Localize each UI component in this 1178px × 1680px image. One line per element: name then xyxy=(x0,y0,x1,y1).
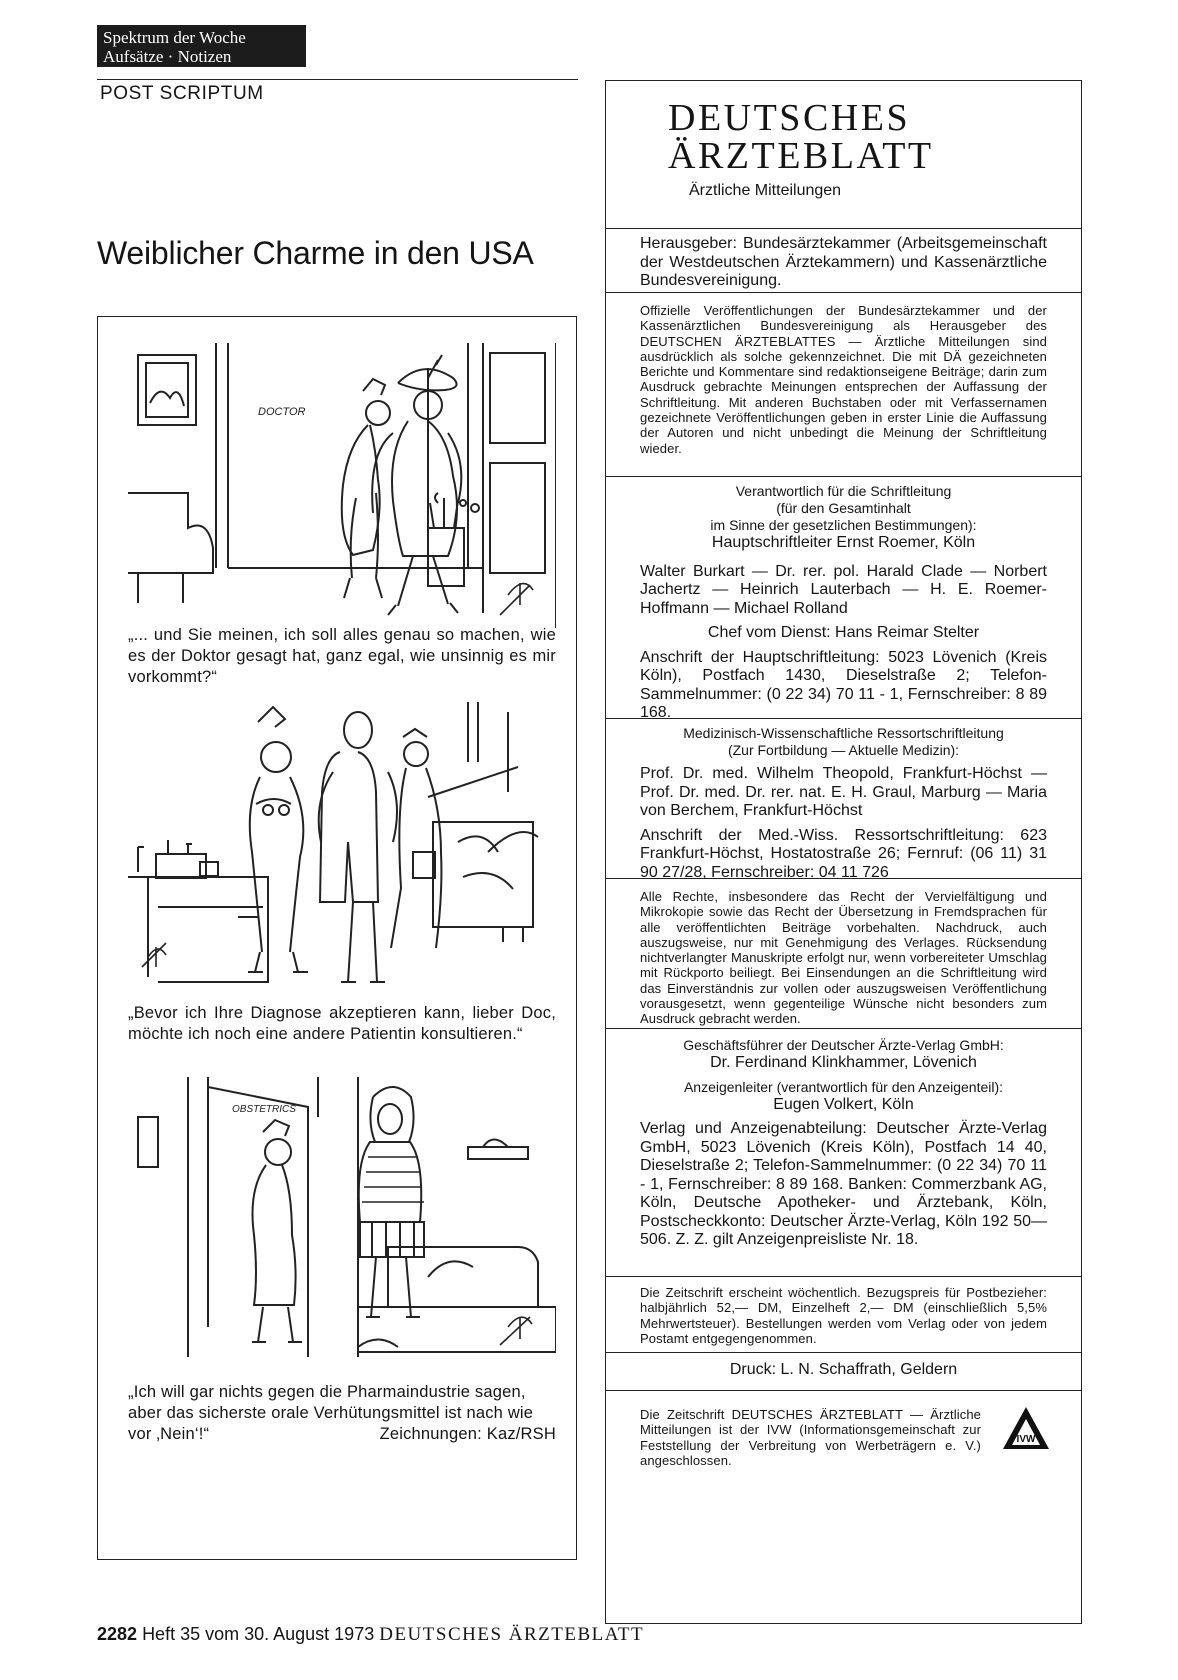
ads-label: Anzeigenleiter (verantwortlich für den Anzeigenteil): xyxy=(683,1078,1004,1095)
page-footer xyxy=(97,1624,644,1646)
masthead-title xyxy=(668,99,934,175)
editorial-resp-line3: im Sinne der gesetzlichen Bestimmungen): xyxy=(710,517,977,533)
publisher-info: Verlag und Anzeigenabteilung: Deutscher Ärzte-Verlag GmbH, 5023 Lövenich (Kreis Köln), Postfach 14 40, Dieselstraße 2; Telefon-Sammelnummer: (0 22 34) 70 11 - 1, Fernschreiber: 8 89 168. Banken: Commerzbank AG, Köln, Deutsche Apotheker- und Ärztebank, Köln, Postscheckkonto: Deutscher Ärzte-Verlag, Köln 192 50—506. Z. Z. gilt Anzeigenpreisliste Nr. 18. xyxy=(640,1120,1047,1248)
ivw-logo-text: IVW xyxy=(1016,1434,1036,1445)
official-block xyxy=(606,293,1081,477)
official-text: Offizielle Veröffentlichungen der Bundesärztekammer und der Kassenärztlichen Bundesvereinigung als Herausgeber des DEUTSCHEN ÄRZTEBLATTES — Ärztliche Mitteilungen sind ausdrücklich als solche gekennzeichnet. Die mit DÄ gezeichneten Berichte und Kommentare sind redaktionseigene Beiträge; darin zum Ausdruck gebrachte Meinungen entsprechen der Auffassung der Schriftleitung. Mit anderen Buchstaben oder mit Verfassernamen gezeichnete Veröffentlichungen geben in erster Linie die Auffassung der Autoren und nicht unbedingt die Meinung der Schriftleitung wieder. xyxy=(640,303,1047,456)
ivw-text: Die Zeitschrift DEUTSCHES ÄRZTEBLATT — Ärztliche Mitteilungen ist der IVW (Informationsgemeinschaft zur Feststellung der Verbreitung von Werbeträgern e. V.) angeschlossen. xyxy=(640,1407,981,1468)
editorial-address: Anschrift der Hauptschriftleitung: 5023 Lövenich (Kreis Köln), Postfach 1430, Dieselstraße 2; Telefon-Sammelnummer: (0 22 34) 70 11 - 1, Fernschreiber: 8 89 168. xyxy=(640,648,1047,721)
rights-block xyxy=(606,879,1081,1029)
medical-address: Anschrift der Med.-Wiss. Ressortschriftleitung: 623 Frankfurt-Höchst, Hostatostraße 26; Fernruf: (06 11) 31 90 27/28, Fernschreiber: 04 11 726 xyxy=(640,826,1047,881)
medical-head-line2: (Zur Fortbildung — Aktuelle Medizin): xyxy=(727,742,960,758)
print-text: Druck: L. N. Schaffrath, Geldern xyxy=(729,1361,958,1378)
gf-name: Dr. Ferdinand Klinkhammer, Lövenich xyxy=(710,1054,977,1071)
masthead-box xyxy=(605,80,1082,1624)
editorial-resp-line2: (für den Gesamtinhalt xyxy=(776,500,911,516)
rights-text: Alle Rechte, insbesondere das Recht der Vervielfältigung und Mikrokopie sowie das Recht der Übersetzung in Fremdsprachen für alle veröffentlichten Beiträge vorbehalten. Nachdruck, auch auszugsweise, nur mit Genehmigung des Verlages. Rücksendung nichtverlangter Manuskripte erfolgt nur, wenn vorbereiteter Umschlag mit Rückporto beiliegt. Bei Einsendungen an die Schriftleitung wird das Einverständnis zur vollen oder auszugsweisen Veröffentlichung vorausgesetzt, wenn gegenteilige Wünsche nicht besonders zum Ausdruck gebracht werden. xyxy=(640,889,1047,1027)
masthead-title-block xyxy=(606,81,1081,229)
section-tag xyxy=(97,25,306,67)
gf-label: Geschäftsführer der Deutscher Ärzte-Verlag GmbH: xyxy=(683,1037,1004,1053)
cartoon-2-caption: „Bevor ich Ihre Diagnose akzeptieren kann, lieber Doc, möchte ich noch eine andere Patientin konsultieren.“ xyxy=(128,1004,556,1043)
door-sign-doctor: DOCTOR xyxy=(258,406,306,418)
door-sign-obstetrics: OBSTETRICS xyxy=(232,1104,296,1115)
medical-names: Prof. Dr. med. Wilhelm Theopold, Frankfurt-Höchst — Prof. Dr. med. Dr. rer. nat. E. H. Graul, Marburg — Maria von Berchem, Frankfurt-Höchst xyxy=(640,765,1047,819)
footer-brand: DEUTSCHES ÄRZTEBLATT xyxy=(379,1624,645,1645)
editorial-block xyxy=(606,477,1081,719)
masthead-title-line2: ÄRZTEBLATT xyxy=(668,135,934,177)
print-block xyxy=(606,1353,1081,1391)
cartoon-3-caption-text: „Ich will gar nichts gegen die Pharmaindustrie sagen, aber das sicherste orale Verhütungsmittel ist nach wie vor ‚Nein‘!“ xyxy=(128,1383,534,1443)
business-block xyxy=(606,1029,1081,1277)
headline: Weiblicher Charme in den USA xyxy=(97,235,534,271)
medical-head-line1: Medizinisch-Wissenschaftliche Ressortschriftleitung xyxy=(683,725,1004,741)
editorial-staff: Walter Burkart — Dr. rer. pol. Harald Clade — Norbert Jachertz — Heinrich Lauterbach — H. E. Roemer-Hoffmann — Michael Rolland xyxy=(640,562,1047,617)
masthead-subtitle: Ärztliche Mitteilungen xyxy=(689,182,842,199)
cartoon-1-caption: „... und Sie meinen, ich soll alles genau so machen, wie es der Doktor gesagt hat, ganz egal, wie unsinnig es mir vorkommt?“ xyxy=(128,626,556,686)
medical-block xyxy=(606,719,1081,879)
issue-info: Heft 35 vom 30. August 1973 xyxy=(142,1624,375,1644)
subscription-block xyxy=(606,1277,1081,1353)
cartoon-1-illustration xyxy=(128,343,556,628)
editorial-chief: Hauptschriftleiter Ernst Roemer, Köln xyxy=(711,534,976,551)
editorial-resp-line1: Verantwortlich für die Schriftleitung xyxy=(735,483,952,499)
publisher-block xyxy=(606,229,1081,293)
editorial-cvd: Chef vom Dienst: Hans Reimar Stelter xyxy=(707,624,980,641)
section-tag-line2: Aufsätze · Notizen xyxy=(103,47,232,66)
cartoon-2-illustration xyxy=(128,702,556,992)
masthead-title-line1: DEUTSCHES xyxy=(668,97,911,139)
cartoon-3-caption xyxy=(128,1382,556,1445)
cartoon-3-illustration xyxy=(128,1077,556,1362)
subscription-text: Die Zeitschrift erscheint wöchentlich. Bezugspreis für Postbezieher: halbjährlich 52,— DM, Einzelheft 2,— DM (einschließlich 5,5% Mehrwertsteuer). Bestellungen werden vom Verlag oder von jedem Postamt entgegengenommen. xyxy=(640,1285,1047,1346)
ivw-logo xyxy=(1001,1405,1051,1451)
header-rule xyxy=(97,79,578,80)
cartoon-credit: Zeichnungen: Kaz/RSH xyxy=(379,1425,556,1443)
ivw-block xyxy=(606,1391,1081,1623)
cartoon-frame xyxy=(97,316,577,1560)
kicker: POST SCRIPTUM xyxy=(100,83,264,104)
section-tag-line1: Spektrum der Woche xyxy=(103,28,246,47)
ads-name: Eugen Volkert, Köln xyxy=(773,1095,914,1113)
page-number: 2282 xyxy=(97,1624,138,1644)
publisher-text: Herausgeber: Bundesärztekammer (Arbeitsgemeinschaft der Westdeutschen Ärztekammern) und Kassenärztliche Bundesvereinigung. xyxy=(640,235,1047,289)
